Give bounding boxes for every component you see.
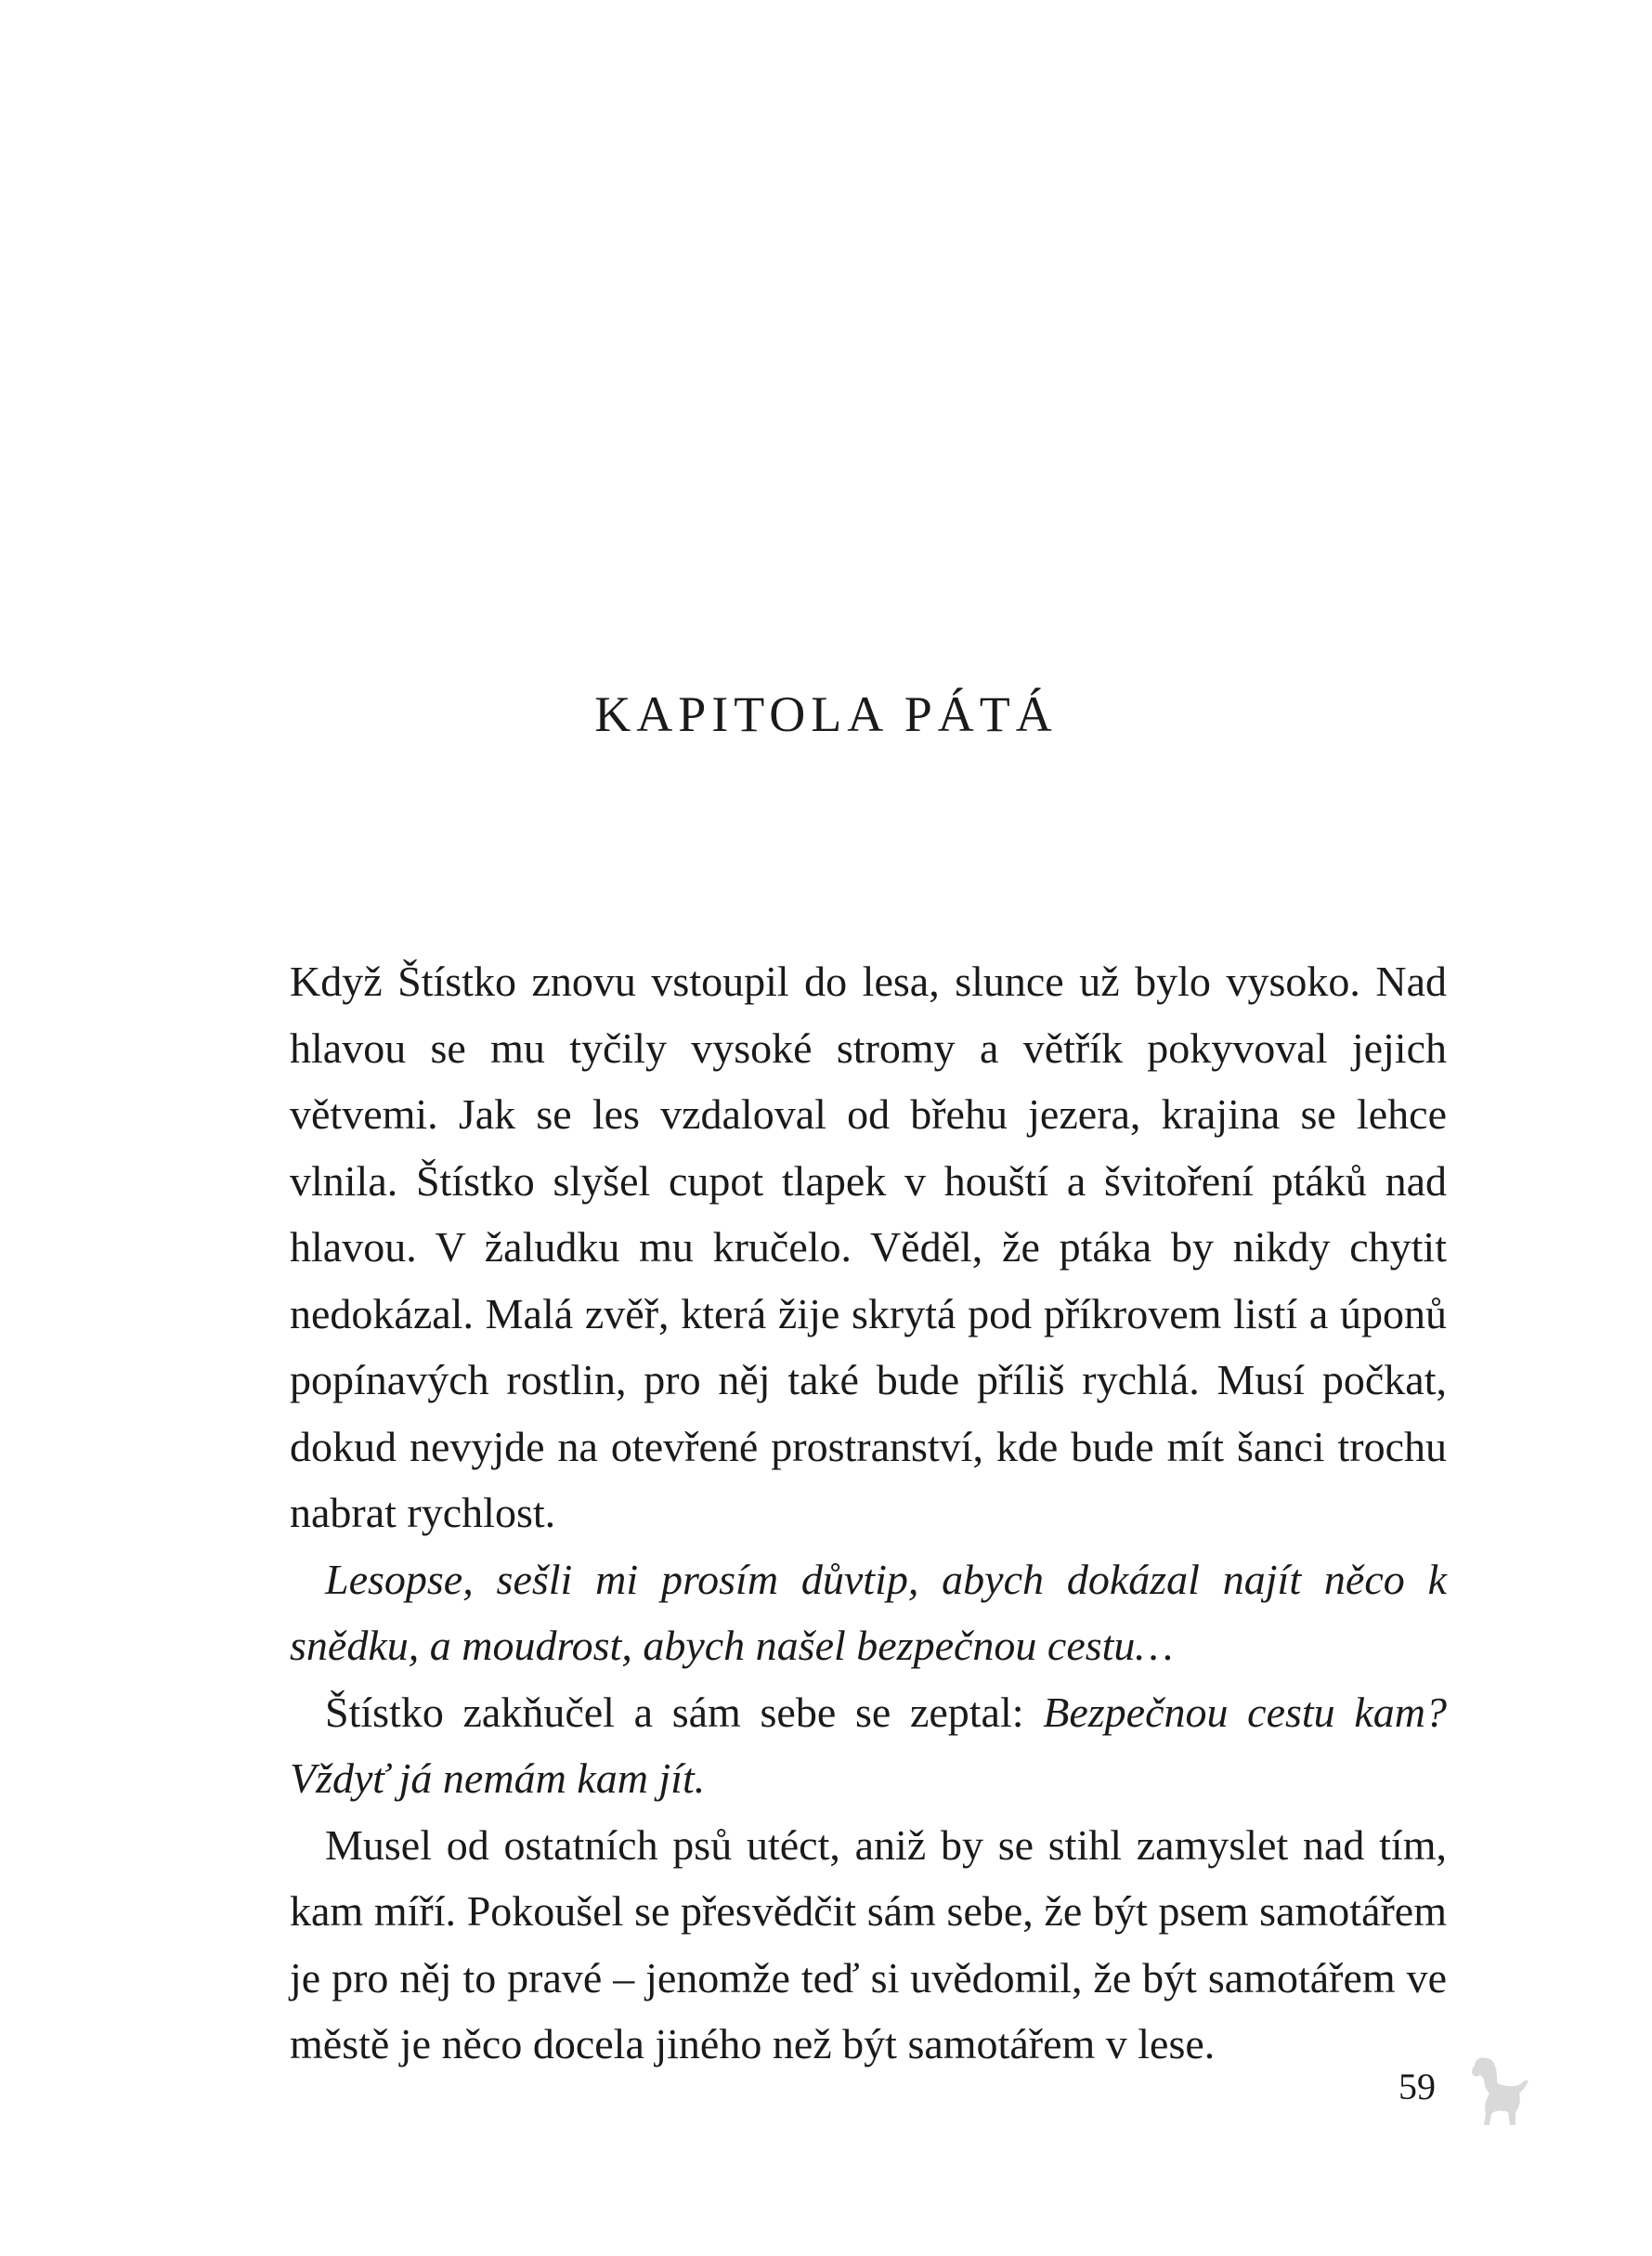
paragraph-1: Když Štístko znovu vstoupil do lesa, slunce už bylo vysoko. Nad hlavou se mu tyčily vysoké stromy a větřík pokyvoval jejich větvemi. Jak se les vzdaloval od břehu jezera, krajina se lehce vlnila. Štístko slyšel cupot tlapek v houští a švitoření ptáků nad hlavou. V žaludku mu kručelo. Věděl, že ptáka by nikdy chytit nedokázal. Malá zvěř, která žije skrytá pod příkrovem listí a úponů popínavých rostlin, pro něj také bude příliš rychlá. Musí počkat, dokud nevyjde na otevřené prostranství, kde bude mít šanci trochu nabrat rychlost. [290,958,1447,1536]
paragraph-3-italic: Bezpečnou cestu kam? Vždyť já nemám kam jít. [290,1688,1448,1802]
paragraph-3-plain: Štístko zakňučel a sám sebe se zeptal: [325,1688,1044,1736]
page-number: 59 [1398,2066,1436,2107]
chapter-body [290,948,1447,2078]
paragraph-4: Musel od ostatních psů utéct, aniž by se stihl zamyslet nad tím, kam míří. Pokoušel se přesvědčit sám sebe, že být psem samotářem je pro něj to pravé – jenomže teď si uvědomil, že být samotářem ve městě je něco docela jiného než být samotářem v lese. [290,1820,1447,2067]
paragraph-3 [290,1679,1447,1812]
paragraph-2-prayer: Lesopse, sešli mi prosím důvtip, abych dokázal najít něco k snědku, a moudrost, abych našel bezpečnou cestu… [290,1555,1447,1669]
dog-icon [1465,2053,1532,2129]
chapter-title: KAPITOLA PÁTÁ [594,686,1058,742]
